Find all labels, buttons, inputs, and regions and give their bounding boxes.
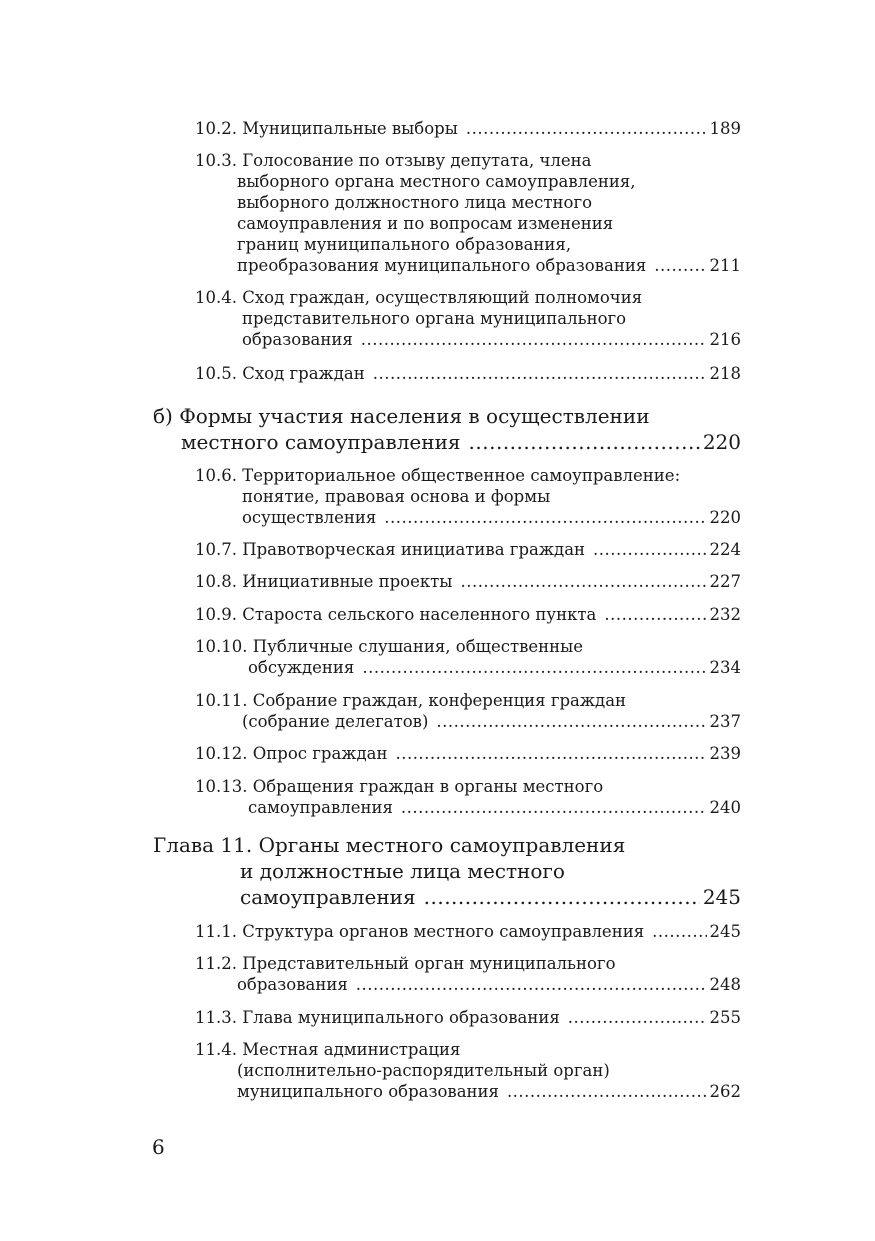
toc-page-number: 220: [702, 430, 741, 454]
toc-page-number: 245: [702, 885, 741, 909]
toc-entry-11-3: [195, 1007, 741, 1028]
toc-entry-11-4: [195, 1039, 741, 1102]
dot-leader: [593, 539, 706, 560]
toc-entry-title: 11.4. Местная администрация: [195, 1040, 461, 1059]
toc-chapter-title-cont: и должностные лица местного: [240, 859, 565, 883]
toc-page-number: 224: [709, 540, 741, 559]
toc-entry-title: 10.7. Правотворческая инициатива граждан: [195, 540, 586, 559]
toc-page-number: 245: [709, 922, 741, 941]
toc-chapter-11: [153, 832, 741, 910]
toc-entry-title: 10.8. Инициативные проекты: [195, 572, 453, 591]
toc-section-b: [153, 403, 741, 455]
toc-entry-title: 10.4. Сход граждан, осуществляющий полномочия: [195, 288, 643, 307]
toc-entry-title-cont: границ муниципального образования,: [237, 235, 572, 254]
toc-entry-10-5: [195, 363, 741, 384]
dot-leader: [424, 884, 700, 910]
dot-leader: [466, 118, 707, 139]
toc-section-title-cont: местного самоуправления: [181, 430, 461, 454]
toc-entry-11-2: [195, 953, 741, 995]
toc-entry-title: 10.5. Сход граждан: [195, 364, 365, 383]
dot-leader: [373, 363, 707, 384]
toc-page-number: 239: [709, 744, 741, 763]
toc-entry-10-3: [195, 150, 741, 276]
toc-page-number: 211: [709, 256, 741, 275]
toc-page-number: 232: [709, 605, 741, 624]
toc-entry-10-13: [195, 776, 741, 818]
toc-entry-title: 10.9. Староста сельского населенного пункта: [195, 605, 597, 624]
toc-page-number: 234: [709, 658, 741, 677]
toc-entry-10-6: [195, 465, 741, 528]
toc-page-number: 216: [709, 330, 741, 349]
toc-entry-10-11: [195, 690, 741, 732]
toc-entry-title-cont: самоуправления и по вопросам изменения: [237, 214, 614, 233]
toc-section-title: б) Формы участия населения в осуществлении: [153, 404, 650, 428]
toc-page-number: 255: [709, 1008, 741, 1027]
dot-leader: [568, 1007, 707, 1028]
toc-entry-10-12: [195, 743, 741, 764]
toc-entry-title-cont: обсуждения: [248, 658, 355, 677]
toc-entry-title-cont: самоуправления: [248, 798, 393, 817]
dot-leader: [395, 743, 706, 764]
toc-entry-11-1: [195, 921, 741, 942]
toc-entry-title-cont: осуществления: [242, 508, 377, 527]
toc-entry-title: 10.13. Обращения граждан в органы местного: [195, 777, 604, 796]
dot-leader: [652, 921, 706, 942]
toc-chapter-title-cont: самоуправления: [240, 885, 416, 909]
toc-entry-title: 10.10. Публичные слушания, общественные: [195, 637, 584, 656]
dot-leader: [401, 797, 707, 818]
toc-entry-title-cont: выборного органа местного самоуправления,: [237, 172, 636, 191]
toc-entry-title: 11.1. Структура органов местного самоуправления: [195, 922, 645, 941]
toc-entry-title-cont: муниципального образования: [237, 1082, 499, 1101]
toc-entry-title-cont: понятие, правовая основа и формы: [242, 487, 551, 506]
toc-entry-title: 10.12. Опрос граждан: [195, 744, 388, 763]
dot-leader: [356, 974, 707, 995]
toc-chapter-title: Глава 11. Органы местного самоуправления: [153, 833, 626, 857]
page-number: 6: [152, 1135, 165, 1159]
toc-entry-title: 11.2. Представительный орган муниципального: [195, 954, 616, 973]
toc-entry-title-cont: представительного органа муниципального: [242, 309, 627, 328]
dot-leader: [604, 604, 706, 625]
toc-entry-title: 11.3. Глава муниципального образования: [195, 1008, 560, 1027]
dot-leader: [654, 255, 706, 276]
toc-page-number: 220: [709, 508, 741, 527]
toc-entry-10-2: [195, 118, 741, 139]
toc-page-number: 218: [709, 364, 741, 383]
toc-entry-title: 10.3. Голосование по отзыву депутата, члена: [195, 151, 592, 170]
toc-entry-title: 10.2. Муниципальные выборы: [195, 119, 458, 138]
toc-entry-title-cont: образования: [242, 330, 353, 349]
toc-entry-10-8: [195, 571, 741, 592]
dot-leader: [362, 657, 706, 678]
dot-leader: [384, 507, 706, 528]
toc-entry-title-cont: (собрание делегатов): [242, 712, 429, 731]
dot-leader: [507, 1081, 707, 1102]
toc-page-number: 248: [709, 975, 741, 994]
toc-entry-title-cont: выборного должностного лица местного: [237, 193, 593, 212]
dot-leader: [436, 711, 706, 732]
dot-leader: [361, 329, 707, 350]
toc-entry-10-9: [195, 604, 741, 625]
toc-entry-title-cont: (исполнительно-распорядительный орган): [237, 1061, 610, 1080]
dot-leader: [469, 429, 700, 455]
toc-entry-10-10: [195, 636, 741, 678]
toc-entry-title-cont: образования: [237, 975, 348, 994]
toc-entry-title: 10.11. Собрание граждан, конференция граждан: [195, 691, 627, 710]
toc-page-number: 237: [709, 712, 741, 731]
dot-leader: [460, 571, 706, 592]
toc-entry-10-4: [195, 287, 741, 350]
toc-entry-title: 10.6. Территориальное общественное самоуправление:: [195, 466, 681, 485]
toc-entry-title-cont: преобразования муниципального образования: [237, 256, 647, 275]
toc-page-number: 240: [709, 798, 741, 817]
toc-page-number: 227: [709, 572, 741, 591]
toc-page-number: 189: [709, 119, 741, 138]
toc-entry-10-7: [195, 539, 741, 560]
toc-page-number: 262: [709, 1082, 741, 1101]
